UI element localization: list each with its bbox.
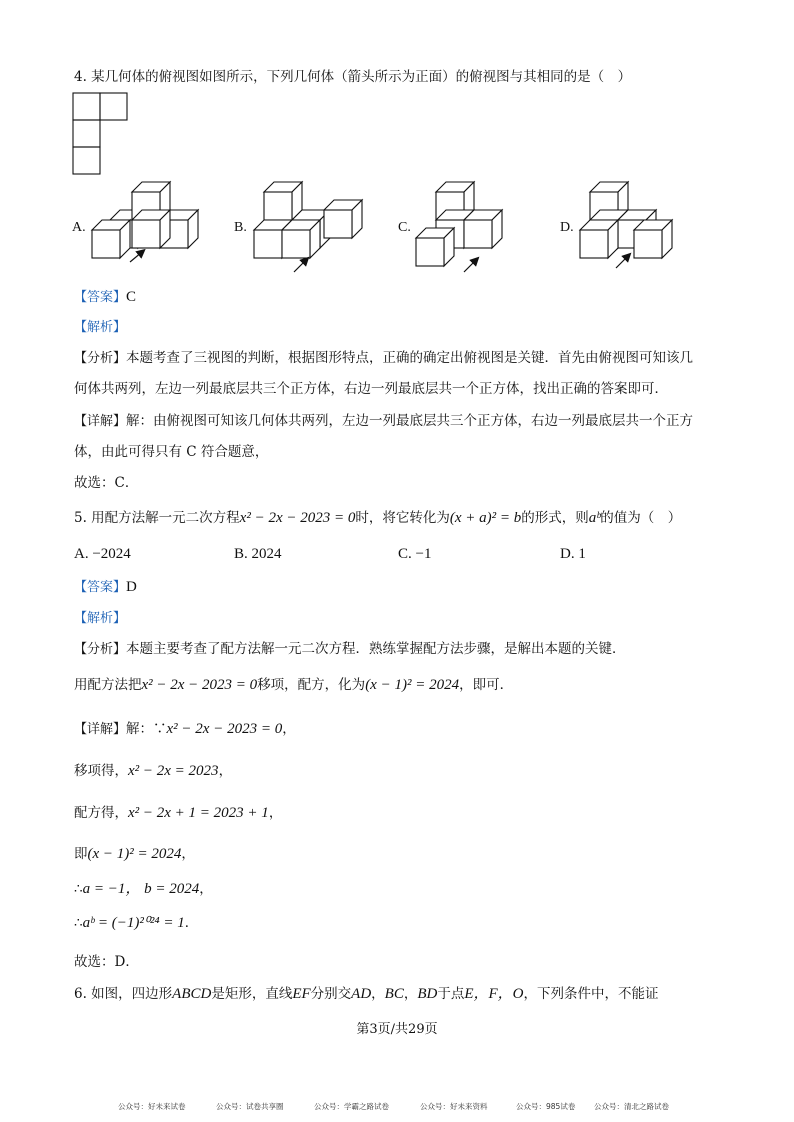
step-eq: x² − 2x + 1 = 2023 + 1	[128, 805, 269, 821]
q5-stem	[74, 509, 681, 527]
fenxi-tag: 【分析】	[74, 351, 127, 366]
q4-option-d-label: D.	[560, 220, 574, 235]
q5-answer-row	[74, 578, 137, 597]
q5-choose: 故选：D．	[74, 954, 139, 970]
method-text-c: ，即可．	[459, 677, 514, 693]
analysis-tag: 【解析】	[74, 320, 127, 335]
step-label: 移项得，	[74, 763, 128, 779]
step-end: ，	[199, 881, 213, 897]
q4-fenxi-line2: 何体共两列，左边一列最底层共三个正方体，右边一列最底层共一个正方体，找出正确的答案即可．	[74, 381, 668, 397]
q4-stem: 4. 某几何体的俯视图如图所示，下列几何体（箭头所示为正面）的俯视图与其相同的是（ ）	[74, 69, 632, 85]
q5-step3	[74, 845, 195, 863]
detail-text: 解：∵	[126, 721, 167, 737]
step-eq: x² − 2x = 2023	[128, 763, 219, 779]
step-label: ∴	[74, 915, 83, 931]
q5-step1	[74, 762, 232, 780]
q5-analysis-tag	[74, 609, 126, 628]
step-label: 配方得，	[74, 805, 128, 821]
q6-stem	[74, 985, 659, 1003]
step-end: ，	[268, 805, 283, 821]
q4-detail-line2: 体，由此可得只有 C 符合题意，	[74, 444, 269, 460]
q4-choose: 故选：C．	[74, 475, 139, 491]
q4-option-c-label: C.	[398, 220, 411, 235]
q5-stem-text-c: 的形式，则	[521, 510, 589, 526]
q4-top-view-figure	[72, 92, 132, 176]
method-eq2: (x − 1)² = 2024	[365, 677, 460, 693]
step-end: ．	[184, 915, 199, 931]
q6-text-e: ，	[403, 986, 418, 1002]
analysis-tag: 【解析】	[74, 611, 127, 626]
watermark-4: 公众号：好未来资料	[420, 1102, 488, 1111]
watermark-3: 公众号：学霸之路试卷	[314, 1102, 389, 1111]
q5-step5	[74, 914, 198, 932]
q4-detail-line1	[74, 412, 693, 431]
fenxi-text: 本题考查了三视图的判断，根据图形特点，正确的确定出俯视图是关键．首先由俯视图可知该几	[126, 350, 694, 366]
q4-option-b-figure	[252, 180, 382, 272]
detail-eq: x² − 2x − 2023 = 0	[166, 721, 283, 737]
q6-text-d: ，	[371, 986, 385, 1002]
q5-fenxi-line	[74, 640, 626, 659]
step-label: 即	[74, 846, 88, 862]
method-text-a: 用配方法把	[74, 677, 142, 693]
q4-option-a-label: A.	[72, 220, 86, 235]
step-eq: a = −1， b = 2024	[82, 881, 200, 897]
fenxi-text: 本题主要考查了配方法解一元二次方程．熟练掌握配方法步骤，是解出本题的关键．	[126, 641, 626, 657]
answer-value: D	[126, 579, 137, 595]
q4-option-b-label: B.	[234, 220, 247, 235]
answer-tag: 【答案】	[74, 290, 127, 305]
q4-analysis-tag	[74, 318, 126, 337]
method-eq1: x² − 2x − 2023 = 0	[141, 677, 258, 693]
q5-step2	[74, 804, 282, 822]
q6-math-3: AD	[351, 986, 372, 1002]
q5-stem-text-b: 时，将它转化为	[355, 510, 450, 526]
fenxi-tag: 【分析】	[74, 642, 127, 657]
step-eq: (x − 1)² = 2024	[87, 846, 182, 862]
q6-math-1: ABCD	[172, 986, 212, 1002]
q5-step4	[74, 880, 213, 898]
page-number: 第3页/共29页	[356, 1022, 438, 1037]
detail-tag: 【详解】	[74, 722, 127, 737]
q5-stem-eq2: (x + a)² = b	[449, 510, 522, 526]
q5-stem-eq3: aᵇ	[588, 510, 601, 526]
detail-end: ，	[282, 721, 296, 737]
q4-option-c-figure	[414, 180, 524, 280]
q6-math-5: BD	[417, 986, 438, 1002]
q6-text-f: 于点	[437, 986, 465, 1002]
q6-text-a: 6. 如图，四边形	[74, 986, 173, 1002]
answer-tag: 【答案】	[74, 580, 127, 595]
answer-value: C	[126, 289, 137, 305]
q5-method-line	[74, 676, 513, 694]
q5-stem-eq1: x² − 2x − 2023 = 0	[239, 510, 356, 526]
q4-answer-row	[74, 288, 136, 307]
q6-math-2: EF	[292, 986, 311, 1002]
q5-stem-text-d: 的值为（ ）	[600, 510, 682, 526]
q4-option-d-figure	[578, 180, 688, 272]
detail-text: 解：由俯视图可知该几何体共两列，左边一列最底层共三个正方体，右边一列最底层共一个正方	[126, 413, 694, 429]
q6-text-g: ，下列条件中，不能证	[523, 986, 659, 1002]
q5-detail-line	[74, 720, 296, 739]
q5-option-d: D. 1	[560, 546, 586, 562]
step-label: ∴	[74, 881, 83, 897]
watermark-5: 公众号：985试卷	[516, 1102, 576, 1111]
step-eq: aᵇ = (−1)²⁰²⁴ = 1	[82, 915, 185, 931]
method-text-b: 移项，配方，化为	[257, 677, 366, 693]
q4-fenxi-line1	[74, 349, 693, 368]
detail-tag: 【详解】	[74, 414, 127, 429]
step-end: ，	[181, 846, 195, 862]
watermark-6: 公众号：清北之路试卷	[594, 1102, 669, 1111]
q6-math-4: BC	[384, 986, 404, 1002]
watermark-2: 公众号：试卷共享圈	[216, 1102, 284, 1111]
q6-math-6: E，F，O	[464, 986, 524, 1002]
q6-text-c: 分别交	[310, 986, 352, 1002]
q4-option-a-figure	[90, 180, 210, 272]
q6-text-b: 是矩形，直线	[211, 986, 293, 1002]
q5-option-c: C. −1	[398, 546, 432, 562]
step-end: ，	[218, 763, 233, 779]
watermark-1: 公众号：好未来试卷	[118, 1102, 186, 1111]
q5-option-a: A. −2024	[74, 546, 131, 562]
q5-option-b: B. 2024	[234, 546, 282, 562]
q5-stem-text-a: 5. 用配方法解一元二次方程	[74, 510, 240, 526]
